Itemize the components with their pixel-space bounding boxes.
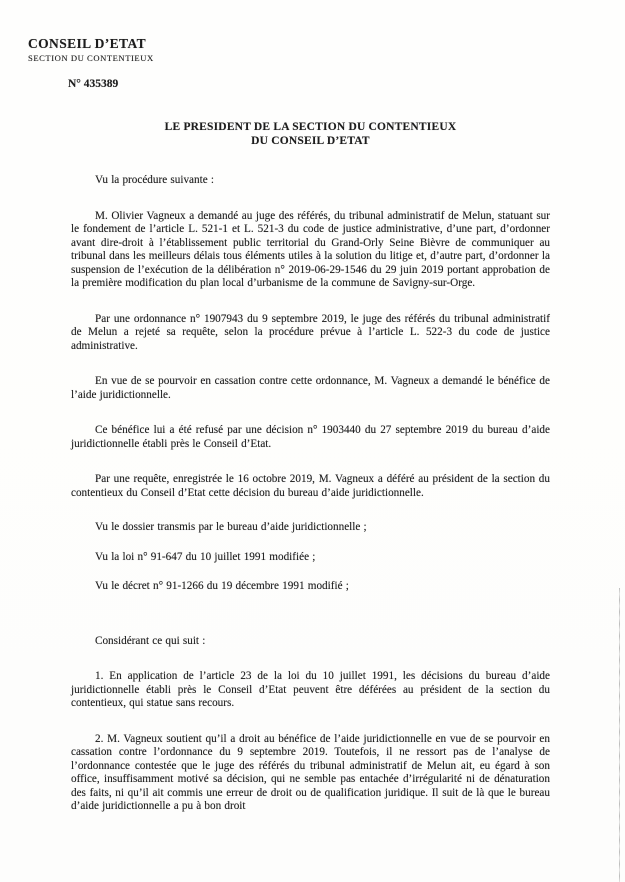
document-title	[0, 120, 625, 148]
scan-artifact-line	[619, 588, 620, 882]
paragraph-ordonnance: Par une ordonnance n° 1907943 du 9 septembre 2019, le juge des référés du tribunal administratif de Melun a rejeté sa requête, selon la procédure prévue à l’article L. 522-3 du code de justice administrative.	[71, 312, 550, 352]
document-header	[0, 0, 625, 91]
document-body	[0, 174, 625, 814]
case-number: N° 435389	[68, 78, 119, 90]
visa-dossier: Vu le dossier transmis par le bureau d’aide juridictionnelle ;	[95, 521, 367, 533]
document-title-line1: LE PRESIDENT DE LA SECTION DU CONTENTIEUX	[164, 121, 457, 133]
paragraph-requete: Par une requête, enregistrée le 16 octobre 2019, M. Vagneux a déféré au président de la section du contentieux du Conseil d’Etat cette décision du bureau d’aide juridictionnelle.	[71, 473, 550, 499]
section-label: SECTION DU CONTENTIEUX	[28, 53, 154, 63]
visa-loi: Vu la loi n° 91-647 du 10 juillet 1991 modifiée ;	[95, 550, 316, 563]
document-title-line2: DU CONSEIL D’ETAT	[251, 135, 370, 147]
considerant-2: 2. M. Vagneux soutient qu’il a droit au bénéfice de l’aide juridictionnelle en vue de se pourvoir en cassation contre l’ordonnance du 9 septembre 2019. Toutefois, il ne ressort pas de l’analyse de l’ordonnance contestée que le juge des référés du tribunal administratif de Melun ait, eu égard à son office, insuffisamment motivé sa décision, qui ne semble pas entachée d’irrégularité ni de dénaturation des faits, ni qu’il ait commis une erreur de droit ou de qualification juridique. Il suit de là que le bureau d’aide juridictionnelle a pu à bon droit	[71, 732, 550, 812]
paragraph-demande: M. Olivier Vagneux a demandé au juge des référés, du tribunal administratif de Melun, statuant sur le fondement de l’article L. 521-1 et L. 521-3 du code de justice administrative, d’une part, d’ordonner avant dire-droit à l’établissement public territorial du Grand-Orly Seine Bièvre de communiquer au tribunal dans les meilleurs délais tous éléments utiles à la solution du litige et, d’autre part, d’ordonner la suspension de l’exécution de la délibération n° 2019-06-29-1546 du 29 juin 2019 portant approbation de la première modification du plan local d’urbanisme de la commune de Savigny-sur-Orge.	[71, 209, 550, 289]
considerant-heading: Considérant ce qui suit :	[95, 634, 206, 647]
paragraph-refus: Ce bénéfice lui a été refusé par une décision n° 1903440 du 27 septembre 2019 du bureau d’aide juridictionnelle établi près le Conseil d’Etat.	[71, 424, 550, 450]
procedure-intro: Vu la procédure suivante :	[95, 174, 214, 186]
institution-name: CONSEIL D’ETAT	[28, 36, 147, 51]
considerant-1: 1. En application de l’article 23 de la loi du 10 juillet 1991, les décisions du bureau d’aide juridictionnelle établi près le Conseil d’Etat peuvent être déférées au président de la section du contentieux, qui statue sans recours.	[71, 670, 550, 709]
visa-decret: Vu le décret n° 91-1266 du 19 décembre 1991 modifié ;	[95, 580, 349, 592]
paragraph-pourvoi: En vue de se pourvoir en cassation contre cette ordonnance, M. Vagneux a demandé le bénéfice de l’aide juridictionnelle.	[71, 375, 550, 401]
